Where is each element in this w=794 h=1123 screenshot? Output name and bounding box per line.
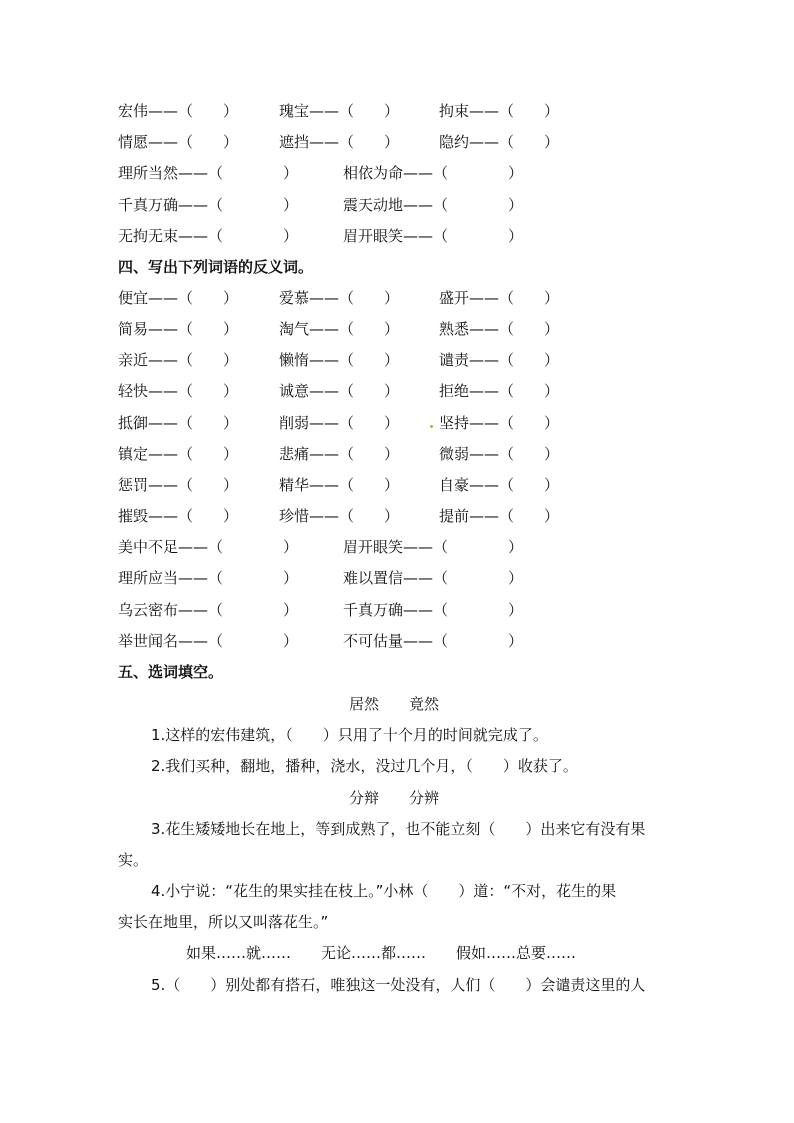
antonym-item: 提前——（ ）	[439, 507, 560, 525]
antonym-item: 淘气——（ ）	[279, 320, 400, 338]
synonym-item: 理所当然——（ ）	[118, 164, 299, 182]
antonym-item: 千真万确——（ ）	[343, 601, 524, 619]
antonym-item: 简易——（ ）	[118, 320, 239, 338]
antonym-item: 自豪——（ ）	[439, 476, 560, 494]
antonym-item: 谴责——（ ）	[439, 351, 560, 369]
antonym-item: 削弱——（ ）	[279, 414, 400, 432]
word-choices: 分辩 分辨	[349, 789, 440, 807]
word-choices: 如果……就…… 无论……都…… 假如……总要……	[186, 944, 577, 962]
section-4-title: 四、写出下列词语的反义词。	[118, 258, 314, 276]
word-choices: 居然 竟然	[349, 695, 440, 713]
question-4-line-2: 实长在地里，所以又叫落花生。”	[118, 913, 329, 931]
antonym-item: 美中不足——（ ）	[118, 538, 299, 556]
synonym-item: 相依为命——（ ）	[343, 164, 524, 182]
antonym-item: 不可估量——（ ）	[343, 632, 524, 650]
synonym-item: 宏伟——（ ）	[118, 102, 239, 120]
section-5-title: 五、选词填空。	[118, 663, 224, 681]
antonym-item: 拒绝——（ ）	[439, 382, 560, 400]
antonym-item: 熟悉——（ ）	[439, 320, 560, 338]
synonym-item: 千真万确——（ ）	[118, 196, 299, 214]
question-4-line-1: 4.小宁说：“花生的果实挂在枝上。”小林（ ）道：“不对，花生的果	[151, 882, 617, 900]
question-3-line-1: 3.花生矮矮地长在地上，等到成熟了，也不能立刻（ ）出来它有没有果	[151, 820, 646, 838]
synonym-item: 拘束——（ ）	[439, 102, 560, 120]
antonym-item: 抵御——（ ）	[118, 414, 239, 432]
stray-mark	[430, 425, 433, 428]
antonym-item: 诚意——（ ）	[279, 382, 400, 400]
antonym-item: 坚持——（ ）	[439, 414, 560, 432]
antonym-item: 惩罚——（ ）	[118, 476, 239, 494]
antonym-item: 眉开眼笑——（ ）	[343, 538, 524, 556]
antonym-item: 珍惜——（ ）	[279, 507, 400, 525]
synonym-item: 隐约——（ ）	[439, 133, 560, 151]
antonym-item: 乌云密布——（ ）	[118, 601, 299, 619]
antonym-item: 摧毁——（ ）	[118, 507, 239, 525]
synonym-item: 情愿——（ ）	[118, 133, 239, 151]
synonym-item: 震天动地——（ ）	[343, 196, 524, 214]
question-3-line-2: 实。	[118, 851, 149, 869]
antonym-item: 理所应当——（ ）	[118, 569, 299, 587]
antonym-item: 懒惰——（ ）	[279, 351, 400, 369]
question-2: 2.我们买种，翻地，播种，浇水，没过几个月，（ ）收获了。	[151, 757, 578, 775]
antonym-item: 轻快——（ ）	[118, 382, 239, 400]
antonym-item: 爱慕——（ ）	[279, 289, 400, 307]
antonym-item: 悲痛——（ ）	[279, 445, 400, 463]
synonym-item: 遮挡——（ ）	[279, 133, 400, 151]
synonym-item: 瑰宝——（ ）	[279, 102, 400, 120]
antonym-item: 精华——（ ）	[279, 476, 400, 494]
antonym-item: 便宜——（ ）	[118, 289, 239, 307]
antonym-item: 难以置信——（ ）	[343, 569, 524, 587]
antonym-item: 盛开——（ ）	[439, 289, 560, 307]
question-5: 5.（ ）别处都有搭石，唯独这一处没有，人们（ ）会谴责这里的人	[151, 976, 646, 994]
antonym-item: 举世闻名——（ ）	[118, 632, 299, 650]
question-1: 1.这样的宏伟建筑，（ ）只用了十个月的时间就完成了。	[151, 726, 548, 744]
antonym-item: 镇定——（ ）	[118, 445, 239, 463]
antonym-item: 亲近——（ ）	[118, 351, 239, 369]
synonym-item: 眉开眼笑——（ ）	[343, 227, 524, 245]
antonym-item: 微弱——（ ）	[439, 445, 560, 463]
synonym-item: 无拘无束——（ ）	[118, 227, 299, 245]
